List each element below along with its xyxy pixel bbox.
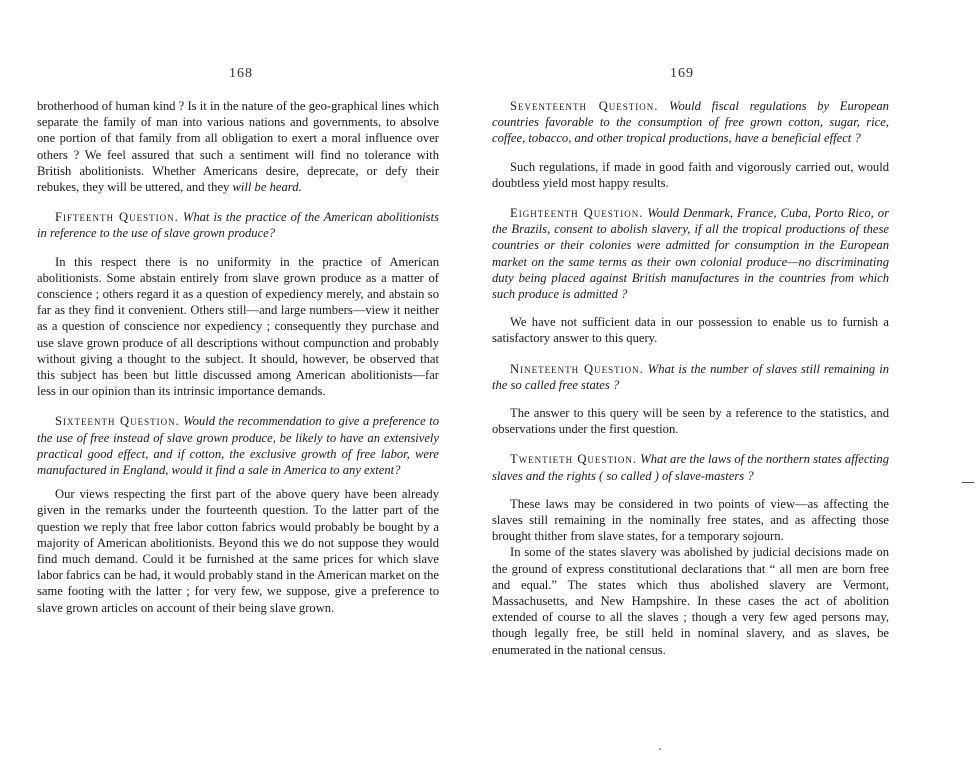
question-fifteen (37, 209, 439, 241)
question-seventeen-text: Would fiscal regulations by European countries favorable to the consumption of free grown cotton, sugar, rice, coffee, tobacco, and other tropical productions, have a beneficial effect ? (492, 99, 889, 146)
question-twenty-text: What are the laws of the northern states affecting slaves and the rights ( so called ) of slave-masters ? (492, 452, 890, 483)
question-sixteen-label: Sixteenth Question. (55, 414, 180, 429)
question-seventeen-label: Seventeenth Question. (510, 99, 659, 113)
question-fifteen-label: Fifteenth Question. (55, 210, 179, 225)
question-nineteen (492, 361, 889, 393)
question-sixteen-text: Would the recommendation to give a preference to the use of free instead of slave grown produce, be likely to have an extensively practical good effect, and if cotton, the exclusive growth of free labor, were manufactured in England, would it find a sale in America to any extent? (37, 414, 440, 478)
speck-dot (659, 748, 661, 750)
paragraph-continuation-italic: will be heard. (232, 180, 302, 195)
answer-nineteen: The answer to this query will be seen by a reference to the statistics, and observations under the first question. (492, 406, 889, 437)
question-nineteen-label: Nineteenth Question. (510, 361, 644, 376)
question-nineteen-text: What is the number of slaves still remaining in the so called free states ? (492, 361, 889, 392)
question-twenty (492, 451, 889, 483)
page-number-right: 169 (670, 66, 694, 81)
question-eighteen-label: Eighteenth Question. (510, 206, 644, 221)
margin-mark (962, 482, 974, 483)
right-text-column (492, 98, 889, 658)
question-eighteen-text: Would Denmark, France, Cuba, Porto Rico, or the Brazils, consent to abolish slavery, if all the tropical productions of these countries or their colonies were admitted for consumption in the European market on the same terms as their own colonial produce—no discriminating duty being placed against British manufactures in the countries from which such produce is admitted ? (492, 206, 889, 302)
left-text-column (37, 98, 439, 616)
answer-twenty-part-one: These laws may be considered in two points of view—as affecting the slaves still remaining in the nominally free states, and as affecting those brought thither from slave states, for a temporary sojourn. (492, 496, 889, 544)
question-fifteen-text: What is the practice of the American abolitionists in reference to the use of slave grown produce? (37, 210, 439, 241)
paragraph-continuation (37, 98, 439, 195)
answer-fifteen: In this respect there is no uniformity in the practice of American abolitionists. Some abstain entirely from slave grown produce as a matter of conscience ; others regard it as a question of expediency merely, and abstain so far as they find it convenient. Others still—and large numbers—view it neither as a question of conscience nor expediency ; consequently they purchase and use slave grown produce of all descriptions without compunction and probably without giving a thought to the subject. It should, however, be observed that this subject has been but little discussed among American abolitionists—far less in our opinion than its intrinsic importance demands. (37, 254, 439, 399)
page-number-left: 168 (229, 66, 253, 81)
answer-seventeen: Such regulations, if made in good faith and vigorously carried out, would doubtless yield most happy results. (492, 159, 889, 190)
answer-eighteen: We have not sufficient data in our possession to enable us to furnish a satisfactory answer to this query. (492, 315, 889, 346)
paragraph-continuation-text: brotherhood of human kind ? Is it in the nature of the geo-graphical lines which separate the family of man into various nations and governments, to absolve one portion of that family from all obligation to exert a moral influence over others ? We feel assured that such a sentiment will find no tolerance with British abolitionists. Whether Americans desire, deprecate, or defy their rebukes, they will be uttered, and they (37, 99, 439, 195)
question-twenty-label: Twentieth Question. (510, 452, 638, 467)
question-seventeen (492, 98, 889, 147)
question-eighteen (492, 205, 889, 302)
answer-sixteen: Our views respecting the first part of the above query have been already given in the remarks under the fourteenth question. To the latter part of the question we reply that free labor cotton fabrics would probably be bought by a majority of American abolitionists. Beyond this we do not suppose they would find much demand. Could it be furnished at the same prices for which slave labor fabrics can be had, it would probably stand in the American market on the same footing with the latter ; for very few, we suppose, give a preference to slave grown articles on account of their being slave grown. (37, 487, 439, 615)
answer-twenty-part-two: In some of the states slavery was abolished by judicial decisions made on the ground of express constitutional declarations that “ all men are born free and equal.” The states which thus abolished slavery are Vermont, Massachusetts, and New Hampshire. In these cases the act of abolition extended of course to all the slaves ; though a very few aged persons may, though legally free, be still held in nominal slavery, and as slaves, be enumerated in the national census. (492, 545, 889, 657)
question-sixteen (37, 413, 439, 478)
